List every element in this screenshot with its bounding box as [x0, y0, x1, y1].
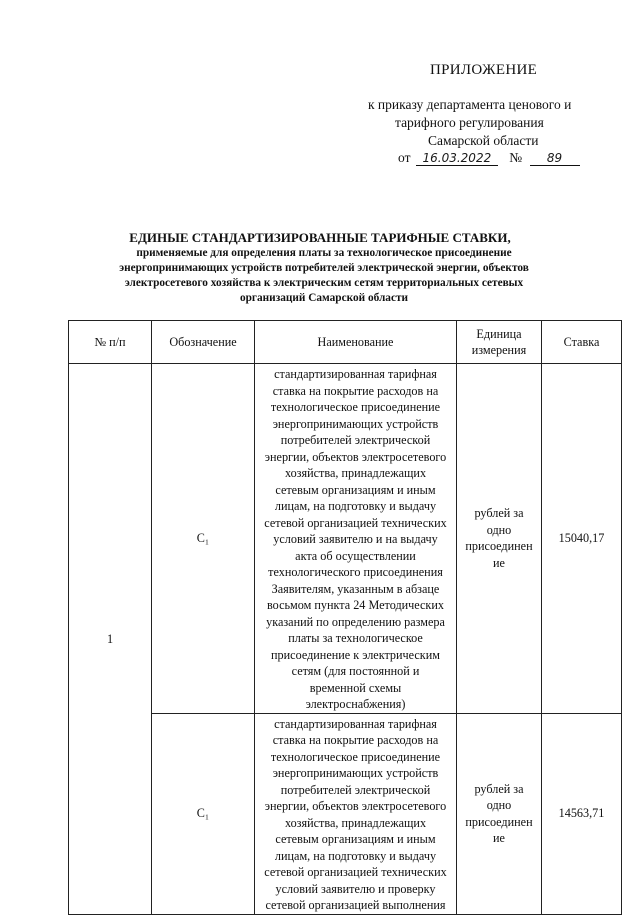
- reference-line: Самарской области: [428, 133, 539, 148]
- header-number: № п/п: [69, 321, 152, 364]
- designation-cell: C₁: [152, 713, 255, 914]
- table-header-row: [69, 321, 622, 364]
- rates-table: [68, 320, 622, 915]
- unit-cell: рублей за одно присоединен ие: [457, 713, 542, 914]
- unit-cell: рублей за одно присоединен ие: [457, 364, 542, 714]
- rate-cell: 15040,17: [542, 364, 622, 714]
- document-title: ЕДИНЫЕ СТАНДАРТИЗИРОВАННЫЕ ТАРИФНЫЕ СТАВКИ,: [129, 230, 511, 245]
- header-rate: Ставка: [542, 321, 622, 364]
- header-designation: Обозначение: [152, 321, 255, 364]
- document-subtitle: применяемые для определения платы за технологическое присоединение энергопринимающих устройств потребителей электрической энергии, объектов электросетевого хозяйства к электрическим сетям территориальных сетевых организаций Самарской области: [119, 247, 529, 304]
- header-unit: Единица измерения: [457, 321, 542, 364]
- table-row: [69, 713, 622, 914]
- order-date: 16.03.2022: [416, 151, 498, 166]
- order-from-label: от: [398, 150, 411, 165]
- order-reference: [398, 150, 580, 166]
- order-number: 89: [530, 151, 580, 166]
- order-number-label: №: [509, 150, 523, 165]
- name-cell: стандартизированная тарифная ставка на покрытие расходов на технологическое присоединение энергопринимающих устройств потребителей электрической энергии, объектов электросетевого хозяйства, принадлежащих сетевым организациям и иным лицам, на подготовку и выдачу сетевой организацией технических условий заявителю и на выдачу акта об осуществлении технологического присоединения Заявителям, указанным в абзаце восьмом пункта 24 Методических указаний по определению размера платы за технологическое присоединение к электрическим сетям (для постоянной и временной схемы электроснабжения): [255, 364, 457, 714]
- designation-cell: C₁: [152, 364, 255, 714]
- reference-line: к приказу департамента ценового и: [368, 97, 572, 112]
- name-cell: стандартизированная тарифная ставка на покрытие расходов на технологическое присоединение энергопринимающих устройств потребителей электрической энергии, объектов электросетевого хозяйства, принадлежащих сетевым организациям и иным лицам, на подготовку и выдачу сетевой организацией технических условий заявителю и проверку сетевой организацией выполнения: [255, 713, 457, 914]
- reference-line: тарифного регулирования: [395, 115, 544, 130]
- rate-cell: 14563,71: [542, 713, 622, 914]
- table-row: [69, 364, 622, 714]
- appendix-title: ПРИЛОЖЕНИЕ: [430, 62, 538, 78]
- row-number-cell: 1: [69, 364, 152, 915]
- header-name: Наименование: [255, 321, 457, 364]
